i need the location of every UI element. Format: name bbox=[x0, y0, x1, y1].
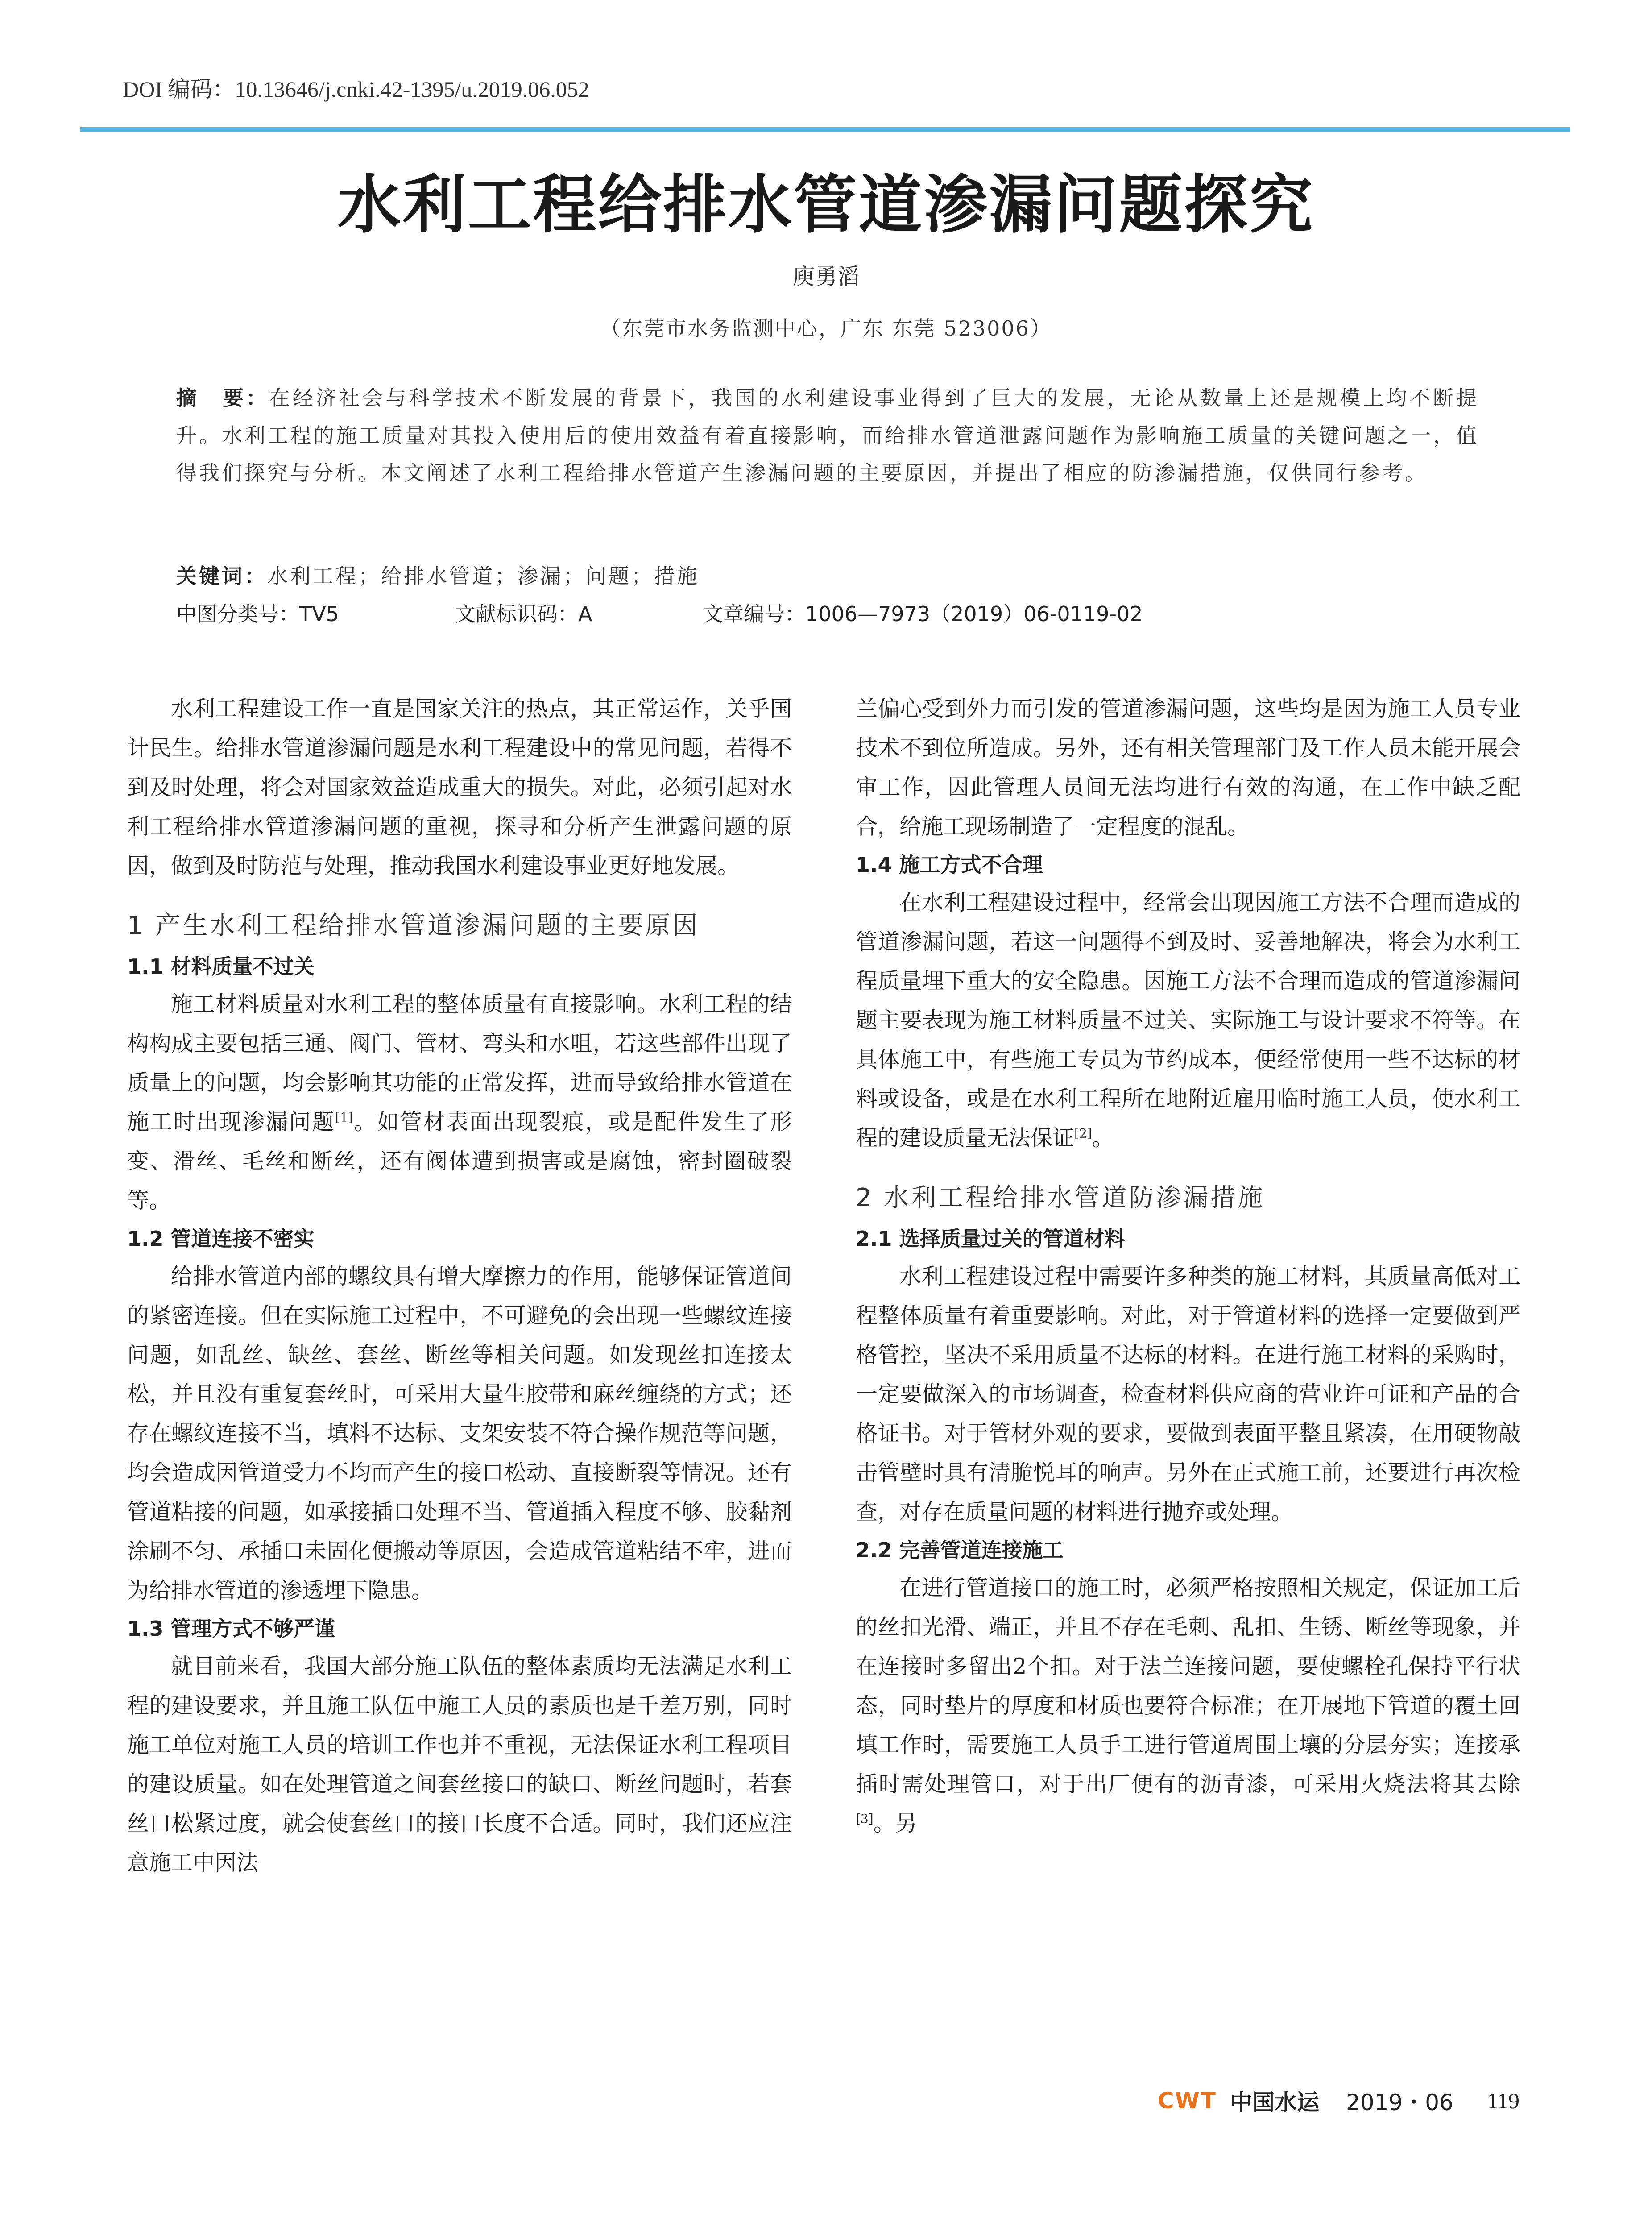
section-2-heading: 2 水利工程给排水管道防渗漏措施 bbox=[856, 1183, 1265, 1212]
keywords-text: 水利工程；给排水管道；渗漏；问题；措施 bbox=[267, 564, 700, 588]
keywords-label: 关键词： bbox=[176, 564, 267, 588]
section-2-1-heading: 2.1 选择质量过关的管道材料 bbox=[856, 1227, 1125, 1251]
author: 庾勇滔 bbox=[792, 264, 860, 290]
section-1-4-text-a: 在水利工程建设过程中，经常会出现因施工方法不合理而造成的管道渗漏问题，若这一问题得不到及时、妥善地解决，将会为水利工程质量埋下重大的安全隐患。因施工方法不合理而造成的管道渗漏问题主要表现为施工材料质量不过关、实际施工与设计要求不符等。在具体施工中，有些施工专员为节约成本，便经常使用一些不达标的材料或设备，或是在水利工程所在地附近雇用临时施工人员，使水利工程的建设质量无法保证 bbox=[856, 890, 1520, 1151]
article-number: 文章编号：1006—7973（2019）06-0119-02 bbox=[703, 602, 1143, 626]
section-1-1-text-a: 施工材料质量对水利工程的整体质量有直接影响。水利工程的结构构成主要包括三通、阀门、管材、弯头和水咀，若这些部件出现了质量上的问题，均会影响其功能的正常发挥，进而导致给排水管道在施工时出现渗漏问题 bbox=[127, 991, 792, 1135]
section-1-heading: 1 产生水利工程给排水管道渗漏问题的主要原因 bbox=[127, 911, 700, 940]
journal-logo: CWT bbox=[1158, 2088, 1217, 2114]
issue-label: 2019・06 bbox=[1346, 2090, 1453, 2115]
intro-paragraph: 水利工程建设工作一直是国家关注的热点，其正常运作，关乎国计民生。给排水管道渗漏问题是水利工程建设中的常见问题，若得不到及时处理，将会对国家效益造成重大的损失。对此，必须引起对水利工程给排水管道渗漏问题的重视，探寻和分析产生泄露问题的原因，做到及时防范与处理，推动我国水利建设事业更好地发展。 bbox=[127, 696, 792, 879]
left-column bbox=[127, 689, 792, 1883]
magazine-name: 中国水运 bbox=[1230, 2090, 1319, 2115]
section-2-1-paragraph: 水利工程建设过程中需要许多种类的施工材料，其质量高低对工程整体质量有着重要影响。对此，对于管道材料的选择一定要做到严格管控，坚决不采用质量不达标的材料。在进行施工材料的采购时，一定要做深入的市场调查，检查材料供应商的营业许可证和产品的合格证书。对于管材外观的要求，要做到表面平整且紧凑，在用硬物敲击管壁时具有清脆悦耳的响声。另外在正式施工前，还要进行再次检查，对存在质量问题的材料进行抛弃或处理。 bbox=[856, 1264, 1520, 1525]
section-1-4-heading: 1.4 施工方式不合理 bbox=[856, 853, 1043, 877]
clc-number: 中图分类号：TV5 bbox=[176, 602, 339, 626]
section-2-2-text-a: 在进行管道接口的施工时，必须严格按照相关规定，保证加工后的丝扣光滑、端正，并且不存在毛刺、乱扣、生锈、断丝等现象，并在连接时多留出2个扣。对于法兰连接问题，要使螺栓孔保持平行状态，同时垫片的厚度和材质也要符合标准；在开展地下管道的覆土回填工作时，需要施工人员手工进行管道周围土壤的分层夯实；连接承插时需处理管口，对于出厂便有的沥青漆，可采用火烧法将其去除 bbox=[856, 1575, 1520, 1797]
document-code: 文献标识码：A bbox=[455, 602, 592, 626]
section-1-1-paragraph bbox=[127, 985, 792, 1220]
doi-line: DOI 编码：10.13646/j.cnki.42-1395/u.2019.06.052 bbox=[123, 77, 589, 102]
section-1-4-text-b: 。 bbox=[1092, 1125, 1114, 1151]
citation-2: [2] bbox=[1074, 1126, 1092, 1141]
citation-1: [1] bbox=[335, 1110, 353, 1125]
abstract-label: 摘 要： bbox=[176, 386, 269, 410]
right-column bbox=[856, 689, 1520, 1843]
affiliation: （东莞市水务监测中心，广东 东莞 523006） bbox=[600, 316, 1052, 340]
citation-3: [3] bbox=[856, 1811, 874, 1826]
paper-title: 水利工程给排水管道渗漏问题探究 bbox=[337, 168, 1315, 242]
section-1-1-text-b: 。如管材表面出现裂痕，或是配件发生了形变、滑丝、毛丝和断丝，还有阀体遭到损害或是腐蚀，密封圈破裂等。 bbox=[127, 1109, 792, 1213]
abstract bbox=[176, 379, 1479, 492]
section-2-2-paragraph bbox=[856, 1568, 1520, 1843]
header-rule bbox=[80, 127, 1570, 132]
section-1-3-paragraph: 就目前来看，我国大部分施工队伍的整体素质均无法满足水利工程的建设要求，并且施工队伍中施工人员的素质也是千差万别，同时施工单位对施工人员的培训工作也并不重视，无法保证水利工程项目的建设质量。如在处理管道之间套丝接口的缺口、断丝问题时，若套丝口松紧过度，就会使套丝口的接口长度不合适。同时，我们还应注意施工中因法 bbox=[127, 1654, 792, 1875]
section-1-3-heading: 1.3 管理方式不够严谨 bbox=[127, 1617, 335, 1641]
section-1-2-paragraph: 给排水管道内部的螺纹具有增大摩擦力的作用，能够保证管道间的紧密连接。但在实际施工过程中，不可避免的会出现一些螺纹连接问题，如乱丝、缺丝、套丝、断丝等相关问题。如发现丝扣连接太松，并且没有重复套丝时，可采用大量生胶带和麻丝缠绕的方式；还存在螺纹连接不当，填料不达标、支架安装不符合操作规范等问题，均会造成因管道受力不均而产生的接口松动、直接断裂等情况。还有管道粘接的问题，如承接插口处理不当、管道插入程度不够、胶黏剂涂刷不匀、承插口未固化便搬动等原因，会造成管道粘结不牢，进而为给排水管道的渗透埋下隐患。 bbox=[127, 1264, 792, 1603]
page-number: 119 bbox=[1486, 2088, 1520, 2113]
section-1-3-continued: 兰偏心受到外力而引发的管道渗漏问题，这些均是因为施工人员专业技术不到位所造成。另外，还有相关管理部门及工作人员未能开展会审工作，因此管理人员间无法均进行有效的沟通，在工作中缺乏配合，给施工现场制造了一定程度的混乱。 bbox=[856, 696, 1520, 839]
section-2-2-heading: 2.2 完善管道连接施工 bbox=[856, 1538, 1064, 1562]
keywords bbox=[176, 560, 700, 589]
abstract-text: 在经济社会与科学技术不断发展的背景下，我国的水利建设事业得到了巨大的发展，无论从数量上还是规模上均不断提升。水利工程的施工质量对其投入使用后的使用效益有着直接影响，而给排水管道泄露问题作为影响施工质量的关键问题之一，值得我们探究与分析。本文阐述了水利工程给排水管道产生渗漏问题的主要原因，并提出了相应的防渗漏措施，仅供同行参考。 bbox=[176, 386, 1479, 485]
page-footer bbox=[1158, 2085, 1520, 2116]
section-1-4-paragraph bbox=[856, 883, 1520, 1158]
section-2-2-text-b: 。另 bbox=[873, 1811, 917, 1836]
section-1-1-heading: 1.1 材料质量不过关 bbox=[127, 954, 315, 979]
section-1-2-heading: 1.2 管道连接不密实 bbox=[127, 1227, 315, 1251]
